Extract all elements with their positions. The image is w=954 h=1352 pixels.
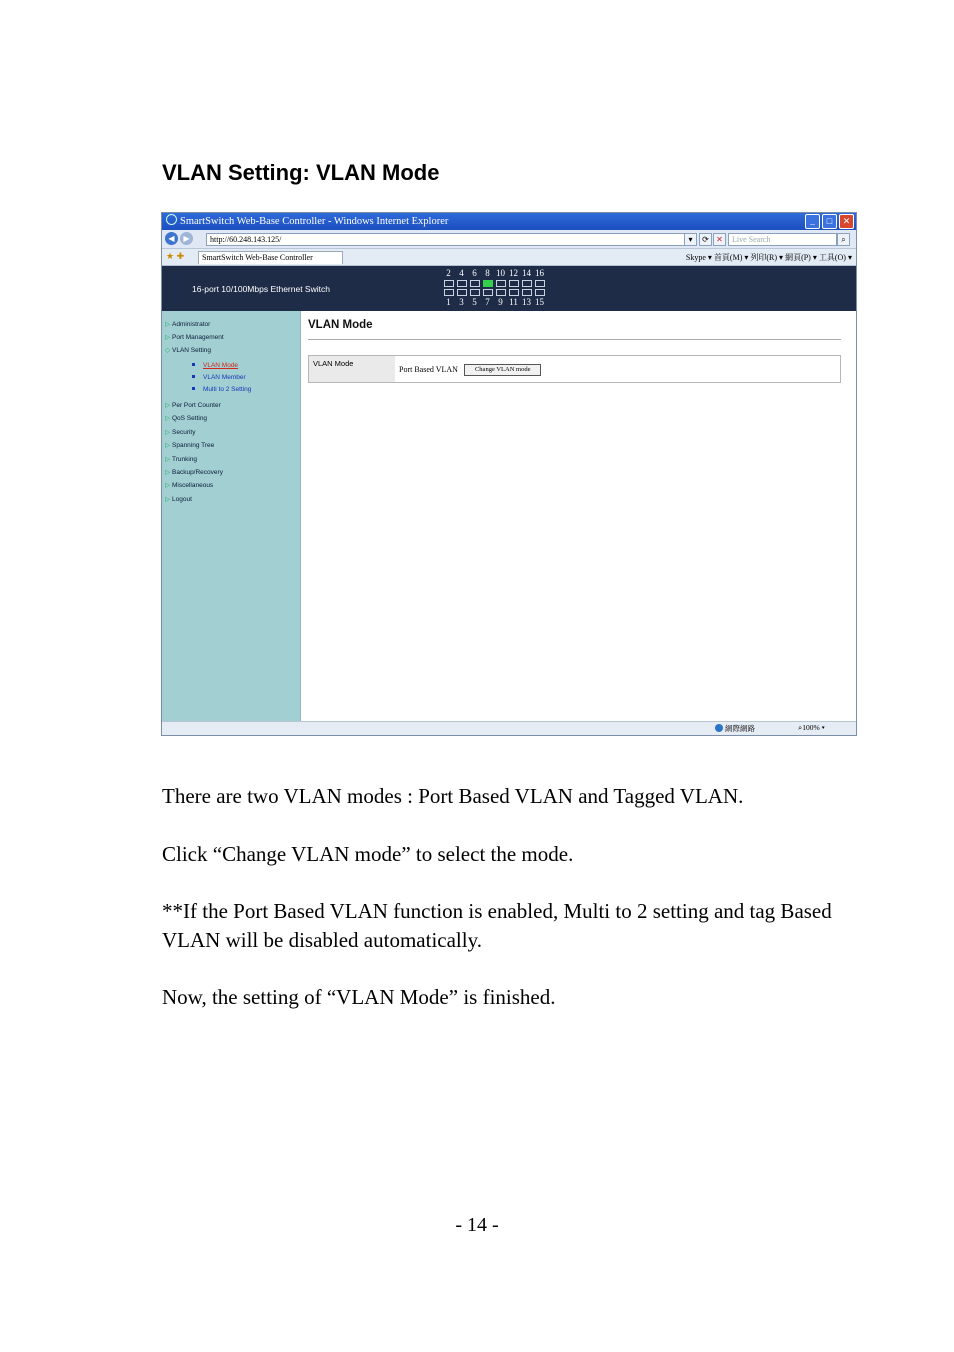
bullet-icon: [192, 363, 195, 366]
port-icon: [496, 280, 506, 287]
divider: [308, 339, 841, 340]
port-number: 9: [498, 297, 503, 307]
arrow-icon: ▷: [165, 442, 170, 449]
sidebar-item-trunking[interactable]: ▷ Trunking: [165, 456, 198, 463]
sidebar-subitem-vlan-member[interactable]: VLAN Member: [192, 374, 246, 381]
port-number: 1: [446, 297, 451, 307]
port-number: 5: [472, 297, 477, 307]
sidebar-item-miscellaneous[interactable]: ▷ Miscellaneous: [165, 482, 214, 489]
sidebar-item-qos-setting[interactable]: ▷ QoS Setting: [165, 415, 208, 422]
port-icon: [457, 289, 467, 296]
tab-bar: [162, 249, 856, 266]
port-number: 4: [459, 268, 464, 278]
sidebar-item-logout[interactable]: ▷ Logout: [165, 496, 192, 503]
minimize-icon[interactable]: _: [805, 214, 820, 229]
address-input[interactable]: http://60.248.143.125/: [206, 233, 697, 246]
bullet-icon: [192, 387, 195, 390]
arrow-icon: ▷: [165, 415, 170, 422]
even-port-numbers: [442, 268, 546, 278]
odd-port-numbers: [442, 297, 546, 307]
port-number: 11: [509, 297, 518, 307]
main-content: [304, 311, 856, 723]
command-bar[interactable]: Skype ▾ 首頁(M) ▾ 列印(R) ▾ 網頁(P) ▾ 工具(O) ▾: [685, 253, 852, 262]
switch-banner: [162, 266, 856, 311]
arrow-icon: ▷: [165, 334, 170, 341]
port-number: 15: [535, 297, 544, 307]
even-ports-row: [442, 280, 546, 287]
port-icon: [522, 280, 532, 287]
sidebar-item-per-port-counter[interactable]: ▷ Per Port Counter: [165, 402, 221, 409]
port-icon: [496, 289, 506, 296]
stop-icon[interactable]: ✕: [713, 233, 726, 246]
paragraph: Now, the setting of “VLAN Mode” is finished.: [162, 985, 556, 1009]
maximize-icon[interactable]: □: [822, 214, 837, 229]
sidebar-item-security[interactable]: ▷ Security: [165, 429, 196, 436]
port-icon: [509, 280, 519, 287]
window-title: SmartSwitch Web-Base Controller - Windows Internet Explorer: [180, 216, 449, 227]
sidebar-menu: [162, 311, 301, 723]
port-number: 10: [496, 268, 505, 278]
bullet-icon: [192, 375, 195, 378]
port-icon: [470, 280, 480, 287]
port-icon: [509, 289, 519, 296]
port-number: 16: [535, 268, 544, 278]
port-number: 14: [522, 268, 531, 278]
sidebar-subitem-vlan-mode[interactable]: VLAN Mode: [192, 362, 238, 369]
port-number: 6: [472, 268, 477, 278]
port-active-icon: [483, 280, 493, 287]
address-bar: [162, 230, 856, 249]
sidebar-item-administrator[interactable]: ▷ Administrator: [165, 321, 211, 328]
window-controls: [805, 214, 854, 229]
refresh-icon[interactable]: ⟳: [699, 233, 712, 246]
expanded-icon: ◇: [165, 347, 170, 354]
port-icon: [444, 289, 454, 296]
browser-screenshot: [161, 212, 857, 736]
port-number: 7: [485, 297, 490, 307]
sidebar-item-spanning-tree[interactable]: ▷ Spanning Tree: [165, 442, 215, 449]
web-controller: [162, 311, 856, 723]
arrow-icon: ▷: [165, 469, 170, 476]
search-input[interactable]: Live Search: [728, 233, 837, 246]
arrow-icon: ▷: [165, 456, 170, 463]
back-icon[interactable]: ◀: [165, 232, 178, 245]
arrow-icon: ▷: [165, 321, 170, 328]
tab-smartswitch[interactable]: SmartSwitch Web-Base Controller: [198, 251, 343, 264]
sidebar-item-port-management[interactable]: ▷ Port Management: [165, 334, 224, 341]
paragraph: **If the Port Based VLAN function is enabled, Multi to 2 setting and tag Based VLAN will be disabled automatically.: [162, 899, 832, 952]
port-icon: [535, 280, 545, 287]
search-icon[interactable]: ⌕: [837, 233, 850, 246]
odd-ports-row: [442, 289, 546, 296]
page-title: VLAN Mode: [308, 319, 373, 331]
port-number: 13: [522, 297, 531, 307]
port-number: 2: [446, 268, 451, 278]
sidebar-item-backup-recovery[interactable]: ▷ Backup/Recovery: [165, 469, 223, 476]
arrow-icon: ▷: [165, 402, 170, 409]
arrow-icon: ▷: [165, 482, 170, 489]
globe-icon: [715, 724, 723, 732]
vlan-mode-value-cell: [395, 356, 541, 382]
port-number: 12: [509, 268, 518, 278]
paragraph: There are two VLAN modes : Port Based VLAN and Tagged VLAN.: [162, 784, 744, 808]
port-icon: [535, 289, 545, 296]
paragraph: Click “Change VLAN mode” to select the mode.: [162, 842, 574, 866]
port-icon: [470, 289, 480, 296]
page-number: - 14 -: [455, 1214, 499, 1236]
zoom-level[interactable]: ⌕100% ▾: [798, 723, 825, 732]
port-icon: [457, 280, 467, 287]
window-titlebar: [162, 213, 856, 230]
sidebar-item-vlan-setting[interactable]: ◇ VLAN Setting: [165, 347, 212, 354]
port-icon: [444, 280, 454, 287]
port-number: 3: [459, 297, 464, 307]
vlan-mode-value: Port Based VLAN: [399, 365, 458, 374]
vlan-mode-label: VLAN Mode: [309, 356, 395, 382]
forward-icon[interactable]: ▶: [180, 232, 193, 245]
dropdown-icon[interactable]: ▾: [684, 233, 697, 246]
ie-icon: [166, 214, 177, 225]
change-vlan-mode-button[interactable]: Change VLAN mode: [464, 364, 541, 376]
favorites-star-icon[interactable]: ★ ✚: [166, 251, 185, 261]
switch-title: 16-port 10/100Mbps Ethernet Switch: [192, 284, 330, 294]
port-icon: [483, 289, 493, 296]
section-heading: VLAN Setting: VLAN Mode: [162, 160, 440, 185]
close-icon[interactable]: ✕: [839, 214, 854, 229]
vlan-mode-table: [308, 355, 841, 383]
arrow-icon: ▷: [165, 429, 170, 436]
status-bar: [162, 721, 856, 735]
port-number: 8: [485, 268, 490, 278]
status-zone: 網際網路: [715, 723, 755, 734]
port-icon: [522, 289, 532, 296]
arrow-icon: ▷: [165, 496, 170, 503]
sidebar-subitem-multi-to-2[interactable]: Multi to 2 Setting: [192, 386, 251, 393]
